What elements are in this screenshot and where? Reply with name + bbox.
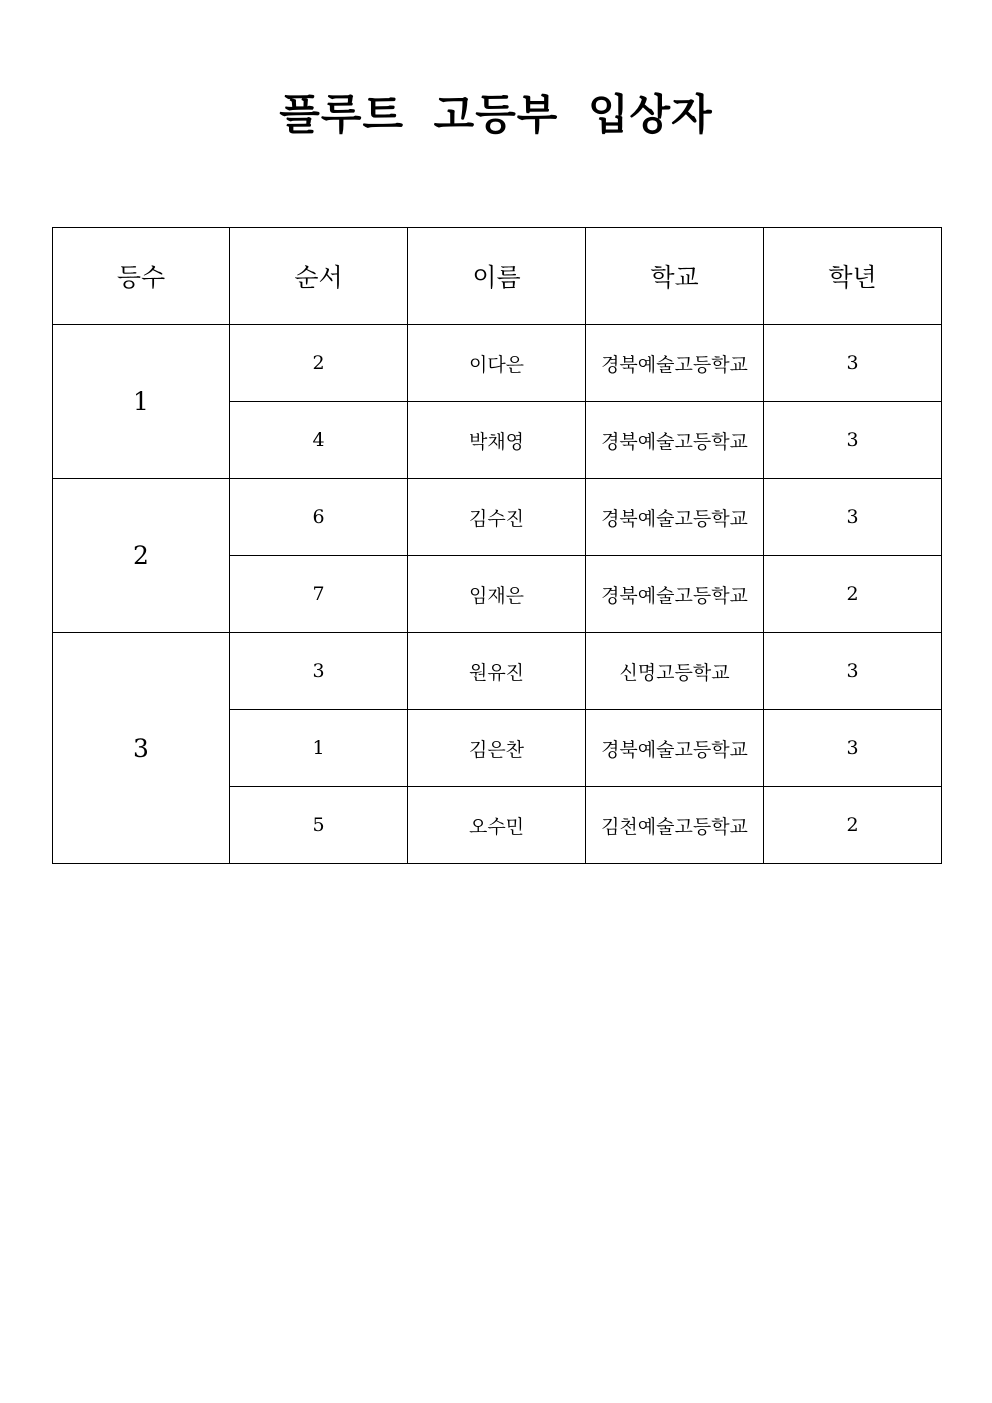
order-cell: 4 xyxy=(230,402,408,479)
school-cell: 경북예술고등학교 xyxy=(586,325,764,402)
order-cell: 1 xyxy=(230,710,408,787)
grade-cell: 2 xyxy=(764,556,942,633)
table-row xyxy=(53,633,942,710)
header-order: 순서 xyxy=(230,228,408,325)
rank-cell: 2 xyxy=(53,479,230,633)
order-cell: 7 xyxy=(230,556,408,633)
order-cell: 5 xyxy=(230,787,408,864)
order-cell: 2 xyxy=(230,325,408,402)
grade-cell: 2 xyxy=(764,787,942,864)
grade-cell: 3 xyxy=(764,325,942,402)
rank-cell: 3 xyxy=(53,633,230,864)
name-cell: 오수민 xyxy=(408,787,586,864)
header-rank: 등수 xyxy=(53,228,230,325)
rank-cell: 1 xyxy=(53,325,230,479)
header-school: 학교 xyxy=(586,228,764,325)
header-grade: 학년 xyxy=(764,228,942,325)
page-title: 플루트 고등부 입상자 xyxy=(279,90,713,139)
order-cell: 6 xyxy=(230,479,408,556)
name-cell: 원유진 xyxy=(408,633,586,710)
order-cell: 3 xyxy=(230,633,408,710)
grade-cell: 3 xyxy=(764,633,942,710)
table-row xyxy=(53,479,942,556)
school-cell: 신명고등학교 xyxy=(586,633,764,710)
table-row xyxy=(53,325,942,402)
grade-cell: 3 xyxy=(764,402,942,479)
table-header-row xyxy=(53,228,942,325)
results-table xyxy=(52,227,942,864)
school-cell: 김천예술고등학교 xyxy=(586,787,764,864)
school-cell: 경북예술고등학교 xyxy=(586,556,764,633)
name-cell: 이다은 xyxy=(408,325,586,402)
name-cell: 김은찬 xyxy=(408,710,586,787)
school-cell: 경북예술고등학교 xyxy=(586,479,764,556)
header-name: 이름 xyxy=(408,228,586,325)
school-cell: 경북예술고등학교 xyxy=(586,402,764,479)
grade-cell: 3 xyxy=(764,710,942,787)
name-cell: 김수진 xyxy=(408,479,586,556)
name-cell: 임재은 xyxy=(408,556,586,633)
name-cell: 박채영 xyxy=(408,402,586,479)
school-cell: 경북예술고등학교 xyxy=(586,710,764,787)
grade-cell: 3 xyxy=(764,479,942,556)
